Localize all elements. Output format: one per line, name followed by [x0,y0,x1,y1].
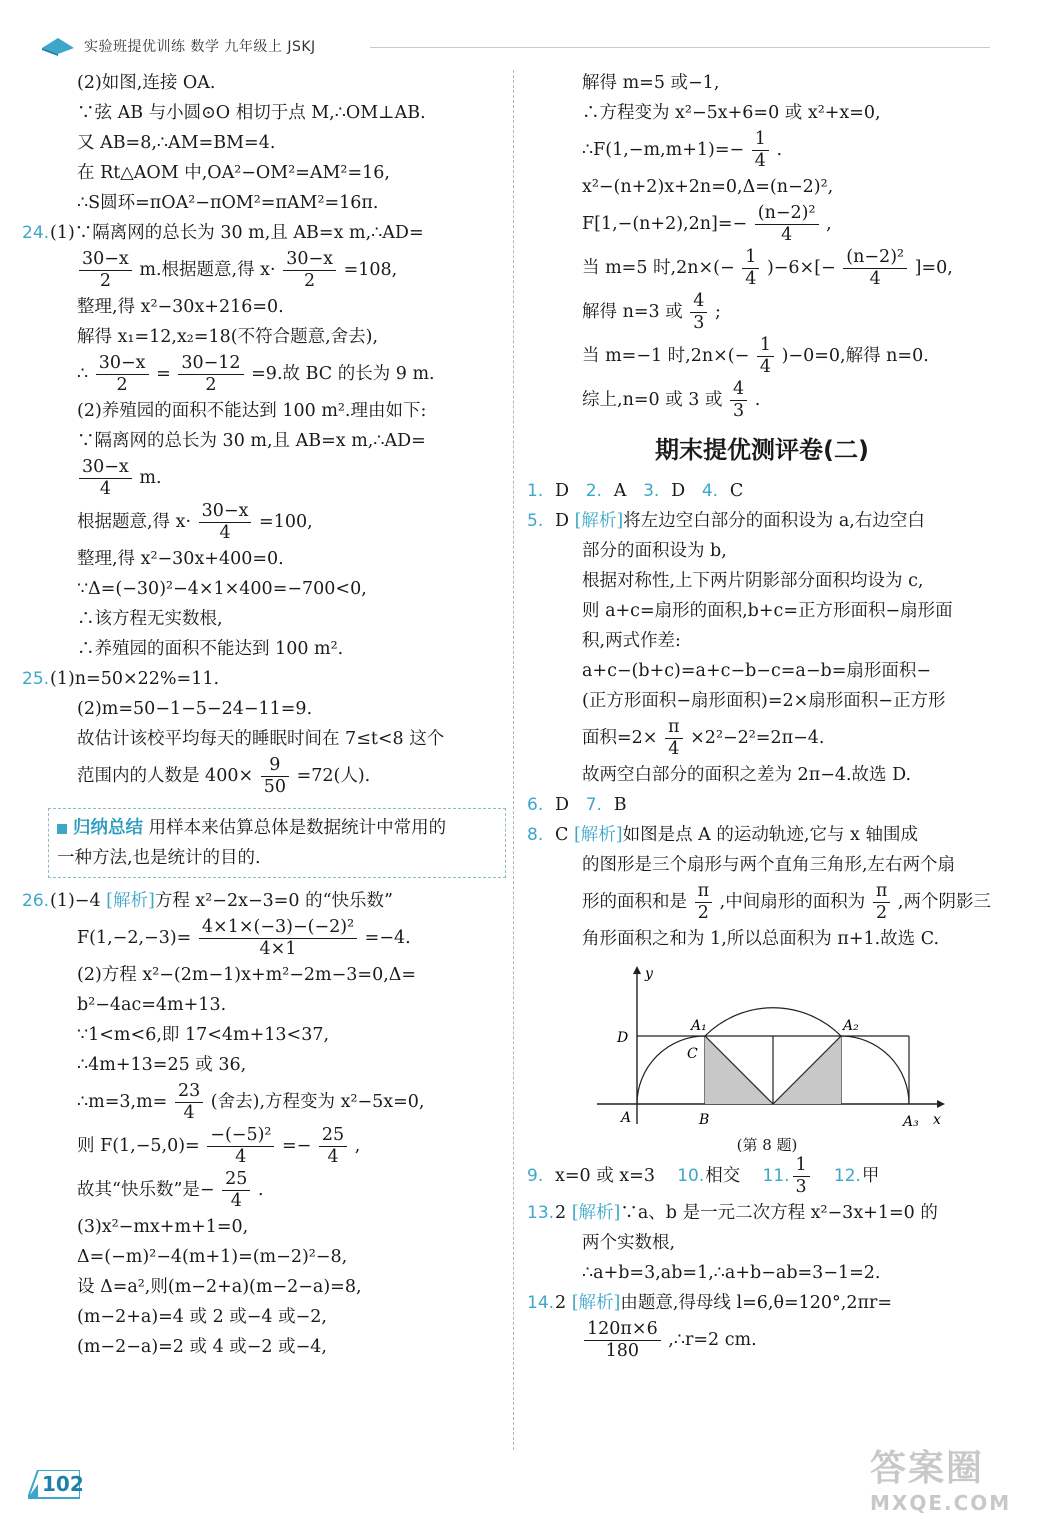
question-25: 25.(1)n=50×22%=11. [22,664,506,694]
fraction: $\frac{9}{50}$ [261,755,289,798]
text-line: ∴4m+13=25 或 36, [77,1055,247,1075]
square-bullet-icon [57,824,67,834]
text-line: 的图形是三个扇形与两个直角三角形,左右两个扇 [582,855,956,875]
trajectory-diagram [587,964,947,1129]
question-number: 26. [22,891,50,911]
text-line: ∴该方程无实数根, [77,609,223,629]
analysis-tag: [解析] [573,825,623,845]
fraction: $\frac{4}{3}$ [690,291,707,334]
text-line: 则 F(1,−5,0)= $\frac{\text{−(−5)²}}{4}$ =− $\frac{25}{4}$ , [77,1125,361,1167]
svg-text:A: A [621,1110,632,1126]
text-line: 整理,得 x²−30x+400=0. [77,549,284,569]
text-line: ∵弦 AB 与小圆⊙O 相切于点 M,∴OM⊥AB. [77,103,426,123]
text-line: F[1,−(n+2),2n]=− $\frac{\text{(n−2)²}}{4}$ , [582,203,832,245]
text-line: $\frac{120\pi\times 6}{180}$ ,∴r=2 cm. [527,1318,997,1362]
fraction: $\frac{1}{4}$ [752,129,769,172]
text-line: 故其“快乐数”是− $\frac{25}{4}$ . [77,1169,264,1211]
text-line: (m−2−a)=2 或 4 或−2 或−4, [77,1337,327,1357]
text-line: 积,两式作差: [582,631,681,651]
svg-text:A₁: A₁ [691,1018,707,1034]
text-line: 范围内的人数是 400× $\frac{9}{50}$ =72(人). [77,755,371,797]
text-line: ∴方程变为 x²−5x+6=0 或 x²+x=0, [582,103,881,123]
fraction: $\frac{\text{(n−2)²}}{4}$ [843,247,907,290]
text-line: 角形面积之和为 1,所以总面积为 π+1.故选 C. [582,929,940,949]
text-line: ∴F(1,−m,m+1)=− $\frac{1}{4}$ . [582,129,783,171]
svg-text:D: D [617,1030,629,1046]
svg-text:A₂: A₂ [843,1018,859,1034]
figure-q8 [587,964,947,1154]
text-line: Δ=(−m)²−4(m+1)=(m−2)²−8, [77,1247,348,1267]
text-line: 部分的面积设为 b, [582,541,727,561]
question-number: 24. [22,223,50,243]
text-line: $\frac{30-x}{2}$ m.根据题意,得 x· $\frac{30-x}{2}$ =108, [22,248,506,292]
fraction: $\frac{\text{−(−5)²}}{4}$ [207,1125,274,1168]
text-line: 在 Rt△AOM 中,OA²−OM²=AM²=16, [77,163,390,183]
header-title: 实验班提优训练 数学 九年级上 JSKJ [84,39,316,55]
fraction: $\frac{1}{3}$ [793,1155,810,1198]
text-line: ∴a+b=3,ab=1,∴a+b−ab=3−1=2. [582,1263,881,1283]
text-line: 根据题意,得 x· $\frac{30-x}{4}$ =100, [77,501,313,543]
text-line: 设 Δ=a²,则(m−2+a)(m−2−a)=8, [77,1277,362,1297]
text-line: 当 m=−1 时,2n×(− $\frac{1}{4}$ )−0=0,解得 n=0. [582,335,929,377]
left-column [22,68,506,1362]
text-line: (正方形面积−扇形面积)=2×扇形面积−正方形 [582,691,946,711]
text-line: (2)如图,连接 OA. [77,73,216,93]
summary-box: 归纳总结 用样本来估算总体是数据统计中常用的 一种方法,也是统计的目的. [48,808,506,878]
question-26: 26.(1)−4 [解析]方程 x²−2x−3=0 的“快乐数” [22,886,506,916]
question-number: 25. [22,669,50,689]
text-line: 整理,得 x²−30x+216=0. [77,297,284,317]
fraction: $\frac{\text{(n−2)²}}{4}$ [755,203,819,246]
analysis-tag: [解析] [106,891,155,911]
fraction: $\frac{\pi}{2}$ [873,881,891,924]
fraction: $\frac{4}{3}$ [730,379,747,422]
page-header [40,30,990,64]
fraction: $\frac{120\pi\times 6}{180}$ [584,1319,661,1362]
book-logo-icon [40,34,76,56]
analysis-tag: [解析] [571,1293,621,1313]
figure-caption: (第 8 题) [736,1136,798,1154]
text-line: 根据对称性,上下两片阴影部分面积均设为 c, [582,571,924,591]
text-line: (m−2+a)=4 或 2 或−4 或−2, [77,1307,327,1327]
fraction: $\frac{1}{4}$ [757,335,774,378]
fraction: $\frac{30-x}{2}$ [79,249,132,292]
text-line: 当 m=5 时,2n×(− $\frac{1}{4}$ )−6×[− $\frac{\text{(n−2)²}}{4}$ ]=0, [582,247,953,289]
text-line: ∴m=3,m= $\frac{23}{4}$ (舍去),方程变为 x²−5x=0, [77,1081,425,1123]
text-line: ∵1<m<6,即 17<4m+13<37, [77,1025,330,1045]
fraction: $\frac{30-x}{2}$ [283,249,336,292]
fraction: $\frac{30-x}{4}$ [199,501,252,544]
text-line: (2)养殖园的面积不能达到 100 m².理由如下: [77,401,427,421]
text-line: (2)方程 x²−(2m−1)x+m²−2m−3=0,Δ= [77,965,417,985]
text-line: 则 a+c=扇形的面积,b+c=正方形面积−扇形面 [582,601,953,621]
analysis-tag: [解析] [571,1203,621,1223]
fraction: $\frac{\pi}{2}$ [695,881,713,924]
text-line: ∴ $\frac{30-x}{2}$ = $\frac{30-12}{2}$ =9.故 BC 的长为 9 m. [77,353,435,395]
section-title: 期末提优测评卷(二) [655,436,869,464]
answers-6-7: 6. D 7. B [527,795,627,815]
question-24: 24.(1)∵隔离网的总长为 30 m,且 AB=x m,∴AD= [22,218,506,248]
text-line: 解得 x₁=12,x₂=18(不符合题意,舍去), [77,327,379,347]
answers-1-4: 1. D 2. A 3. D 4. C [527,481,744,501]
fraction: $\frac{30-12}{2}$ [178,353,243,396]
column-divider [513,70,514,1450]
text-line: 故两空白部分的面积之差为 2π−4.故选 D. [582,765,912,785]
right-column [527,68,997,1362]
answers-9-12: 9. x=0 或 x=3 10.相交 11. $\frac{1}{3}$ 12.甲 [527,1155,880,1197]
analysis-tag: [解析] [574,511,624,531]
fraction: $\frac{25}{4}$ [319,1125,347,1168]
summary-label: 归纳总结 [73,818,143,838]
text-line: 两个实数根, [582,1233,676,1253]
fraction: $\frac{23}{4}$ [175,1081,203,1124]
question-14: 14.2 [解析]由题意,得母线 l=6,θ=120°,2πr= [527,1293,893,1313]
text-line: ∴养殖园的面积不能达到 100 m². [77,639,344,659]
text-line: F(1,−2,−3)= $\frac{\text{4×1×(−3)−(−2)²}}{4\times 1}$ =−4. [77,917,411,959]
text-line: 解得 m=5 或−1, [582,73,720,93]
fraction: $\frac{1}{4}$ [742,247,759,290]
text-line: 故估计该校平均每天的睡眠时间在 7≤t<8 这个 [77,729,445,749]
text-line: 又 AB=8,∴AM=BM=4. [77,133,276,153]
question-13: 13.2 [解析]∵a、b 是一元二次方程 x²−3x+1=0 的 [527,1203,938,1223]
text-line: ∴S圆环=πOA²−πOM²=πAM²=16π. [77,193,379,213]
header-rule [370,47,990,48]
fraction: $\frac{\pi}{4}$ [665,717,683,760]
svg-text:B: B [699,1112,710,1128]
text-line: 综上,n=0 或 3 或 $\frac{4}{3}$ . [582,379,761,421]
question-5: 5. D [解析]将左边空白部分的面积设为 a,右边空白 [527,511,925,531]
text-line: (2)m=50−1−5−24−11=9. [77,699,313,719]
text-line: 解得 n=3 或 $\frac{4}{3}$ ; [582,291,721,333]
fraction: $\frac{30-x}{2}$ [96,353,149,396]
watermark: 答案圈 MXQE.COM [870,1448,1012,1515]
text-line: a+c−(b+c)=a+c−b−c=a−b=扇形面积− [582,661,932,681]
question-8: 8. C [解析]如图是点 A 的运动轨迹,它与 x 轴围成 [527,825,918,845]
text-line: 形的面积和是 $\frac{\pi}{2}$ ,中间扇形的面积为 $\frac{\pi}{2}$ ,两个阴影三 [582,881,991,923]
svg-text:A₃: A₃ [903,1114,919,1129]
text-line: x²−(n+2)x+2n=0,Δ=(n−2)², [582,177,834,197]
fraction: $\frac{25}{4}$ [222,1169,250,1212]
text-line: ∵隔离网的总长为 30 m,且 AB=x m,∴AD= [77,431,426,451]
fraction: $\frac{\text{4×1×(−3)−(−2)²}}{4\times 1}$ [199,917,357,960]
page-number: 102 [28,1470,80,1500]
fraction: $\frac{30-x}{4}$ [79,457,132,500]
text-line: 面积=2× $\frac{\pi}{4}$ ×2²−2²=2π−4. [582,717,825,759]
text-line: b²−4ac=4m+13. [77,995,227,1015]
svg-text:x: x [933,1112,941,1128]
text-line: $\frac{30-x}{4}$ m. [22,456,506,500]
text-line: ∵Δ=(−30)²−4×1×400=−700<0, [77,579,367,599]
svg-text:C: C [687,1046,698,1062]
svg-text:y: y [645,966,653,982]
text-line: (3)x²−mx+m+1=0, [77,1217,249,1237]
